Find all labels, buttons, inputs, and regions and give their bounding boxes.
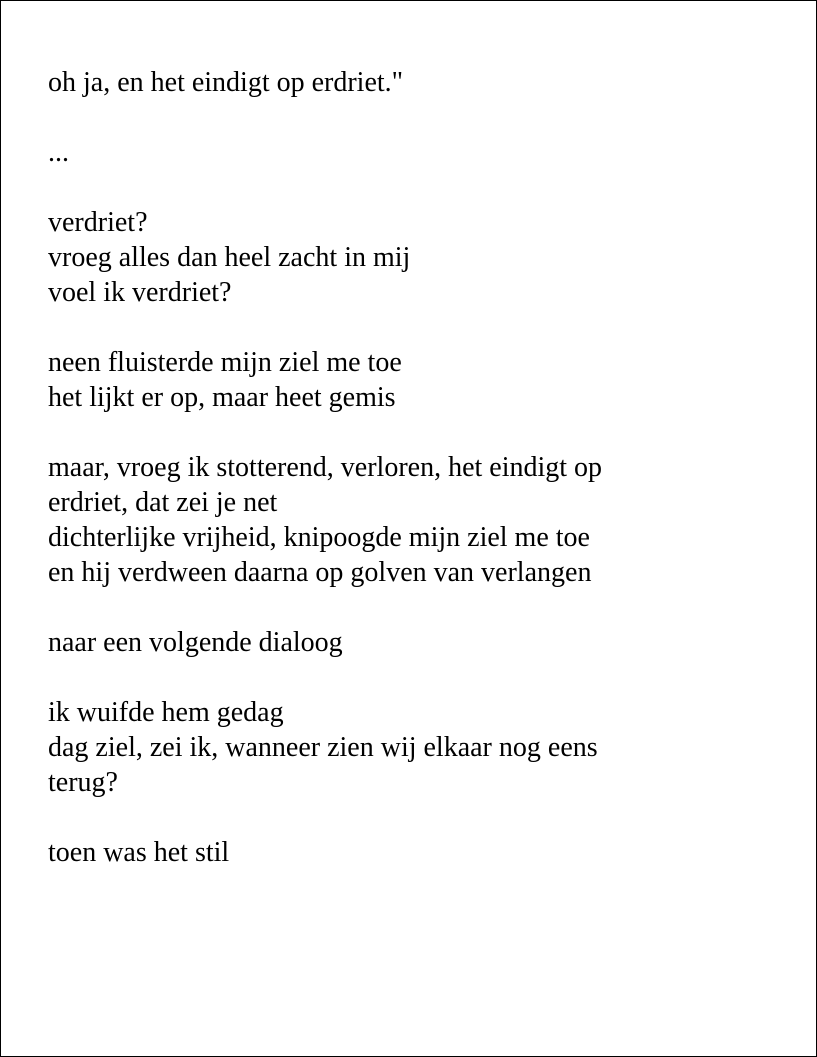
poem-line: ... [48, 137, 69, 168]
poem-line: toen was het stil [48, 837, 230, 868]
poem-line: maar, vroeg ik stotterend, verloren, het eindigt op [48, 452, 603, 483]
poem-line: vroeg alles dan heel zacht in mij [48, 242, 411, 273]
stanza-1 [48, 65, 788, 100]
poem-line: naar een volgende dialoog [48, 627, 343, 658]
poem-line: dag ziel, zei ik, wanneer zien wij elkaar nog eens [48, 732, 598, 763]
poem-line: en hij verdween daarna op golven van verlangen [48, 557, 592, 588]
poem-text [48, 65, 788, 905]
poem-line: ik wuifde hem gedag [48, 697, 284, 728]
stanza-7 [48, 695, 788, 800]
stanza-3 [48, 205, 788, 310]
stanza-8 [48, 835, 788, 870]
stanza-4 [48, 345, 788, 415]
poem-line: terug? [48, 767, 118, 798]
poem-line: neen fluisterde mijn ziel me toe [48, 347, 402, 378]
stanza-6 [48, 625, 788, 660]
poem-line: verdriet? [48, 207, 148, 238]
poem-line: erdriet, dat zei je net [48, 487, 278, 518]
poem-line: oh ja, en het eindigt op erdriet." [48, 67, 404, 98]
stanza-5 [48, 450, 788, 590]
stanza-2 [48, 135, 788, 170]
poem-line: voel ik verdriet? [48, 277, 232, 308]
poem-line: het lijkt er op, maar heet gemis [48, 382, 396, 413]
poem-line: dichterlijke vrijheid, knipoogde mijn ziel me toe [48, 522, 590, 553]
